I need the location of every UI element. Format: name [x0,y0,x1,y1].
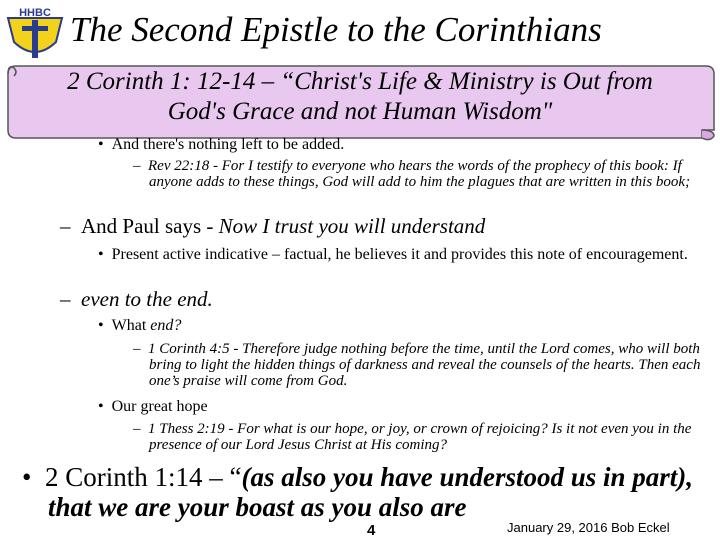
verse-1-thess-2-19: – 1 Thess 2:19 - For what is our hope, or joy, or crown of rejoicing? Is it not even you in the presence of our Lord Jesus Christ at His coming? [133,421,692,453]
bullet-2-cor-1-14: • 2 Corinth 1:14 – “(as also you have understood us in part), that we are your boast as you also are [22,462,694,522]
church-logo [4,4,66,62]
footer-date-author: January 29, 2016 Bob Eckel [507,520,670,535]
logo-cross-vertical [32,20,38,58]
bullet-what-end: • What end? [98,317,182,334]
bullet-even-to-end: – even to the end. [60,287,213,311]
slide-title: The Second Epistle to the Corinthians [70,10,602,49]
logo-text: HHBC [19,7,51,19]
bullet-nothing-added: • And there's nothing left to be added. [98,136,345,153]
verse-1-cor-4-5: – 1 Corinth 4:5 - Therefore judge nothing before the time, until the Lord comes, who will both bring to light the hidden things of darkness and reveal the counsels of the hearts. Then each one’s praise will come from God. [133,341,701,389]
banner-heading [22,67,698,127]
banner-line-1: 2 Corinth 1: 12-14 – “Christ's Life & Ministry is Out from [67,68,653,95]
bullet-our-great-hope: • Our great hope [98,398,208,415]
bullet-paul-says: – And Paul says - Now I trust you will understand [60,214,486,238]
page-number: 4 [367,522,376,539]
bullet-present-active: • Present active indicative – factual, he believes it and provides this note of encouragement. [98,246,688,263]
logo-cross-horizontal [22,26,48,31]
verse-rev-22-18: – Rev 22:18 - For I testify to everyone who hears the words of the prophecy of this book: If anyone adds to these things, God will add to him the plagues that are written in this book; [133,158,691,190]
banner-line-2: God's Grace and not Human Wisdom" [167,98,553,125]
